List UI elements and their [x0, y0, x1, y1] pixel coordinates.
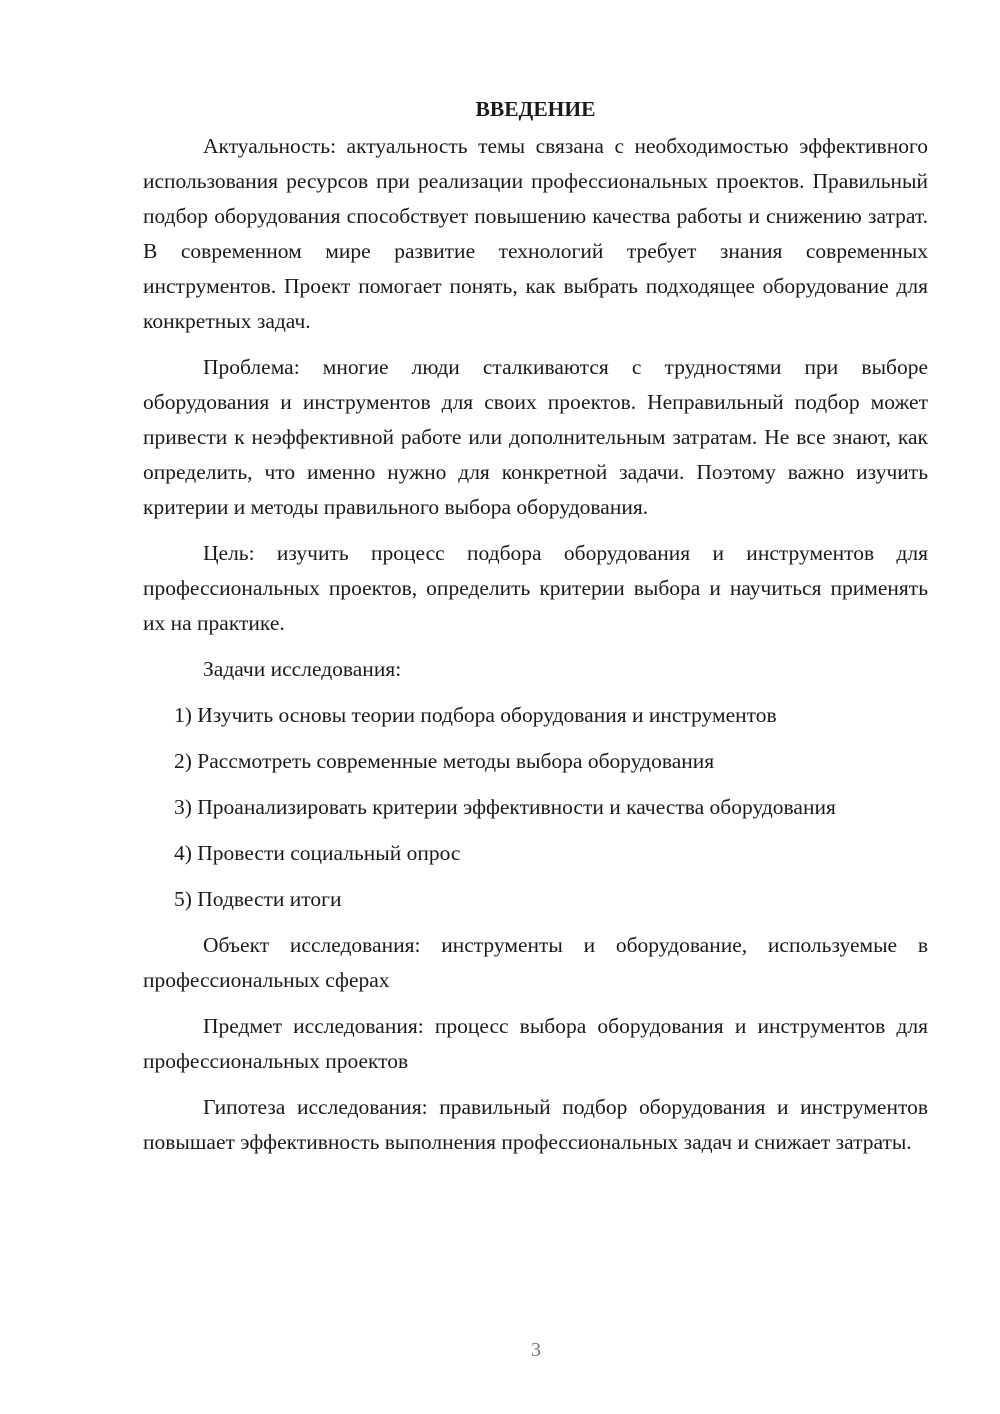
task-item-4: 4) Провести социальный опрос — [174, 841, 461, 865]
hypothesis-paragraph: Гипотеза исследования: правильный подбор оборудования и инструментов повышает эффективность выполнения профессиональных задач и снижает затраты. — [143, 1095, 928, 1154]
page-content — [143, 92, 928, 1171]
page-number: 3 — [531, 1339, 541, 1361]
object-paragraph: Объект исследования: инструменты и оборудование, используемые в профессиональных сферах — [143, 933, 928, 992]
task-item-5: 5) Подвести итоги — [174, 887, 342, 911]
problem-paragraph: Проблема: многие люди сталкиваются с трудностями при выборе оборудования и инструментов для своих проектов. Неправильный подбор может привести к неэффективной работе или дополнительным затратам. Не все знают, как определить, что именно нужно для конкретной задачи. Поэтому важно изучить критерии и методы правильного выбора оборудования. — [143, 355, 928, 519]
task-item-3: 3) Проанализировать критерии эффективности и качества оборудования — [174, 795, 836, 819]
tasks-heading: Задачи исследования: — [203, 657, 402, 681]
page-title: ВВЕДЕНИЕ — [475, 97, 596, 121]
goal-paragraph: Цель: изучить процесс подбора оборудования и инструментов для профессиональных проектов, определить критерии выбора и научиться применять их на практике. — [143, 541, 928, 635]
relevance-paragraph: Актуальность: актуальность темы связана с необходимостью эффективного использования ресурсов при реализации профессиональных проектов. Правильный подбор оборудования способствует повышению качества работы и снижению затрат. В современном мире развитие технологий требует знания современных инструментов. Проект помогает понять, как выбрать подходящее оборудование для конкретных задач. — [143, 134, 928, 333]
task-item-2: 2) Рассмотреть современные методы выбора оборудования — [174, 749, 715, 773]
subject-paragraph: Предмет исследования: процесс выбора оборудования и инструментов для профессиональных проектов — [143, 1014, 928, 1073]
task-item-1: 1) Изучить основы теории подбора оборудования и инструментов — [174, 703, 777, 727]
